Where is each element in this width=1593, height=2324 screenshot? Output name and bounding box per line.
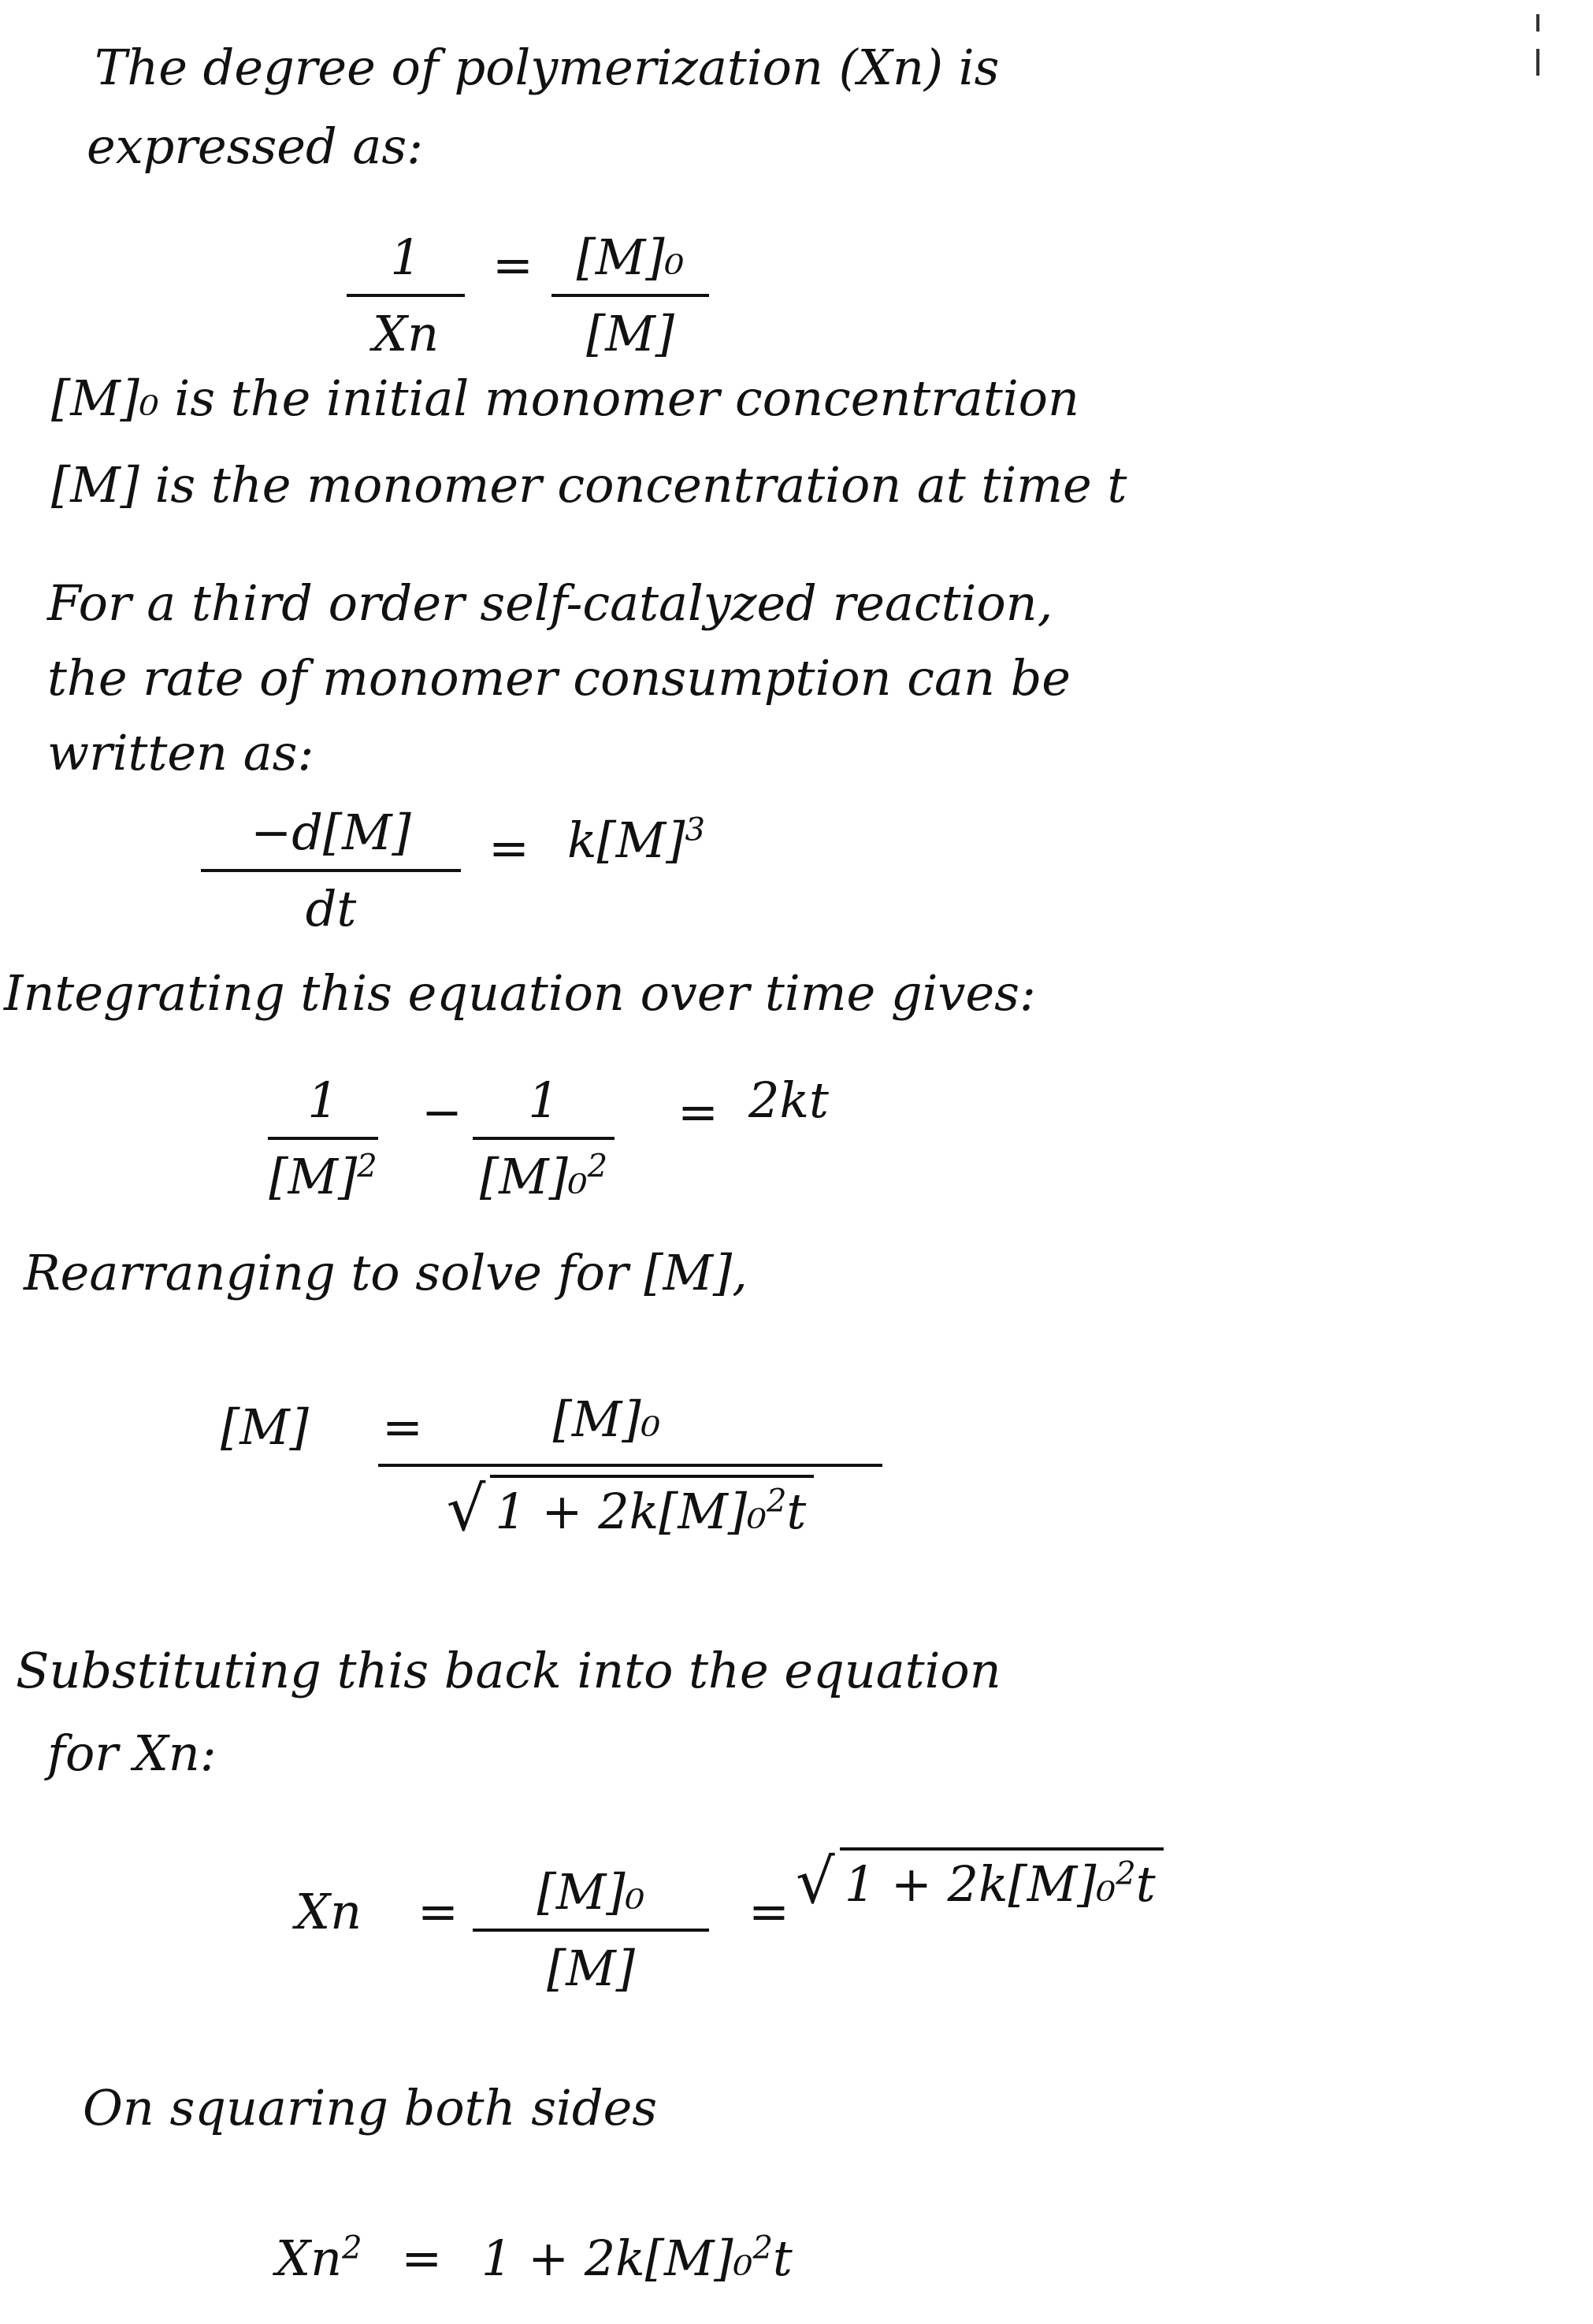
eq3-equals: =: [678, 1083, 719, 1141]
eq2-lhs-fraction: [201, 804, 461, 937]
fraction-bar: [268, 1137, 378, 1140]
eq4-denominator-sqrt: [446, 1474, 815, 1545]
eq5-radicand-exponent: 2: [1116, 1855, 1136, 1892]
fraction-bar: [551, 294, 709, 297]
eq5-radicand-pre: 1 + 2k[M]₀: [844, 1855, 1116, 1913]
eq6: [276, 2229, 793, 2287]
eq3-term1-den-exponent: 2: [357, 1148, 377, 1185]
rearranging-text: Rearranging to solve for [M],: [24, 1244, 748, 1301]
eq2-numerator: −d[M]: [251, 804, 411, 861]
eq3-term2-denominator: [480, 1148, 607, 1205]
definition-line-1: [M]₀ is the initial monomer concentration: [51, 369, 1079, 427]
margin-mark: [1536, 14, 1539, 32]
eq3-term2-den-base: [M]₀: [479, 1148, 588, 1205]
eq3-term1-denominator: [269, 1148, 377, 1205]
eq2-denominator: dt: [305, 880, 357, 937]
eq4-equals: =: [382, 1398, 423, 1456]
fraction-bar: [473, 1137, 615, 1140]
eq1-lhs-denominator: Xn: [372, 305, 440, 362]
eq1-rhs-fraction: [551, 228, 709, 362]
eq1-lhs-numerator: 1: [390, 228, 421, 286]
eq5-numerator: [M]₀: [537, 1863, 645, 1921]
intro-line-2: expressed as:: [87, 117, 424, 175]
eq5-equals-1: =: [418, 1883, 459, 1940]
fraction-bar: [201, 869, 461, 872]
eq6-rhs-pre: 1 + 2k[M]₀: [481, 2229, 753, 2287]
rate-text-line-3: written as:: [47, 724, 314, 781]
eq3-term1-den-base: [M]: [269, 1148, 358, 1205]
eq6-lhs-exponent: 2: [342, 2229, 362, 2266]
substituting-text-line-1: Substituting this back into the equation: [16, 1642, 1001, 1699]
eq6-rhs-exponent: 2: [752, 2229, 773, 2266]
eq3-term2-numerator: 1: [528, 1071, 559, 1129]
eq2-rhs: [567, 811, 705, 869]
eq3-minus: −: [421, 1083, 462, 1141]
eq5-fraction: [473, 1863, 709, 1997]
eq6-equals: =: [401, 2229, 443, 2287]
fraction-bar: [347, 294, 465, 297]
eq1-rhs-denominator: [M]: [586, 305, 674, 362]
substituting-text-line-2: for Xn:: [47, 1724, 217, 1782]
eq2-rhs-base: k[M]: [567, 811, 685, 869]
margin-mark: [1536, 49, 1539, 76]
eq2-equals: =: [488, 819, 529, 877]
eq2-rhs-exponent: 3: [685, 811, 705, 848]
eq5-denominator: [M]: [547, 1940, 635, 1997]
squaring-text: On squaring both sides: [83, 2079, 658, 2137]
eq4-lhs: [M]: [221, 1398, 309, 1456]
eq6-rhs-post: t: [772, 2229, 793, 2287]
sqrt-icon: √: [446, 1474, 486, 1545]
eq4-radicand-post: t: [786, 1483, 807, 1540]
eq5-equals-2: =: [748, 1883, 789, 1940]
rate-text-line-2: the rate of monomer consumption can be: [47, 649, 1071, 707]
eq4-numerator: [M]₀: [552, 1390, 661, 1448]
rate-text-line-1: For a third order self-catalyzed reaction,: [47, 574, 1053, 632]
eq5-sqrt: [796, 1847, 1164, 1917]
eq1-equals: =: [492, 236, 533, 294]
eq1-lhs-fraction: [347, 228, 465, 362]
eq4-radicand-exponent: 2: [766, 1483, 787, 1520]
eq3-term1-numerator: 1: [307, 1071, 339, 1129]
eq3-term2-den-exponent: 2: [587, 1148, 608, 1185]
definition-line-2: [M] is the monomer concentration at time t: [51, 456, 1127, 514]
fraction-bar: [473, 1929, 709, 1932]
eq3-term2-fraction: [473, 1071, 615, 1205]
sqrt-icon: √: [796, 1847, 835, 1917]
eq5-lhs: Xn: [295, 1883, 362, 1940]
eq6-lhs: Xn: [276, 2229, 343, 2287]
eq1-rhs-numerator: [M]₀: [576, 228, 685, 286]
eq4-radicand-pre: 1 + 2k[M]₀: [495, 1483, 767, 1540]
eq5-radicand-post: t: [1135, 1855, 1156, 1913]
intro-line-1: The degree of polymerization (Xn) is: [95, 39, 1000, 96]
eq4-rhs-fraction: [378, 1390, 882, 1545]
eq3-rhs: 2kt: [748, 1071, 829, 1129]
eq4-radicand: [490, 1475, 814, 1540]
integrating-text: Integrating this equation over time gives:: [4, 964, 1036, 1022]
eq5-radicand: [840, 1847, 1164, 1913]
eq3-term1-fraction: [268, 1071, 378, 1205]
fraction-bar: [378, 1464, 882, 1467]
